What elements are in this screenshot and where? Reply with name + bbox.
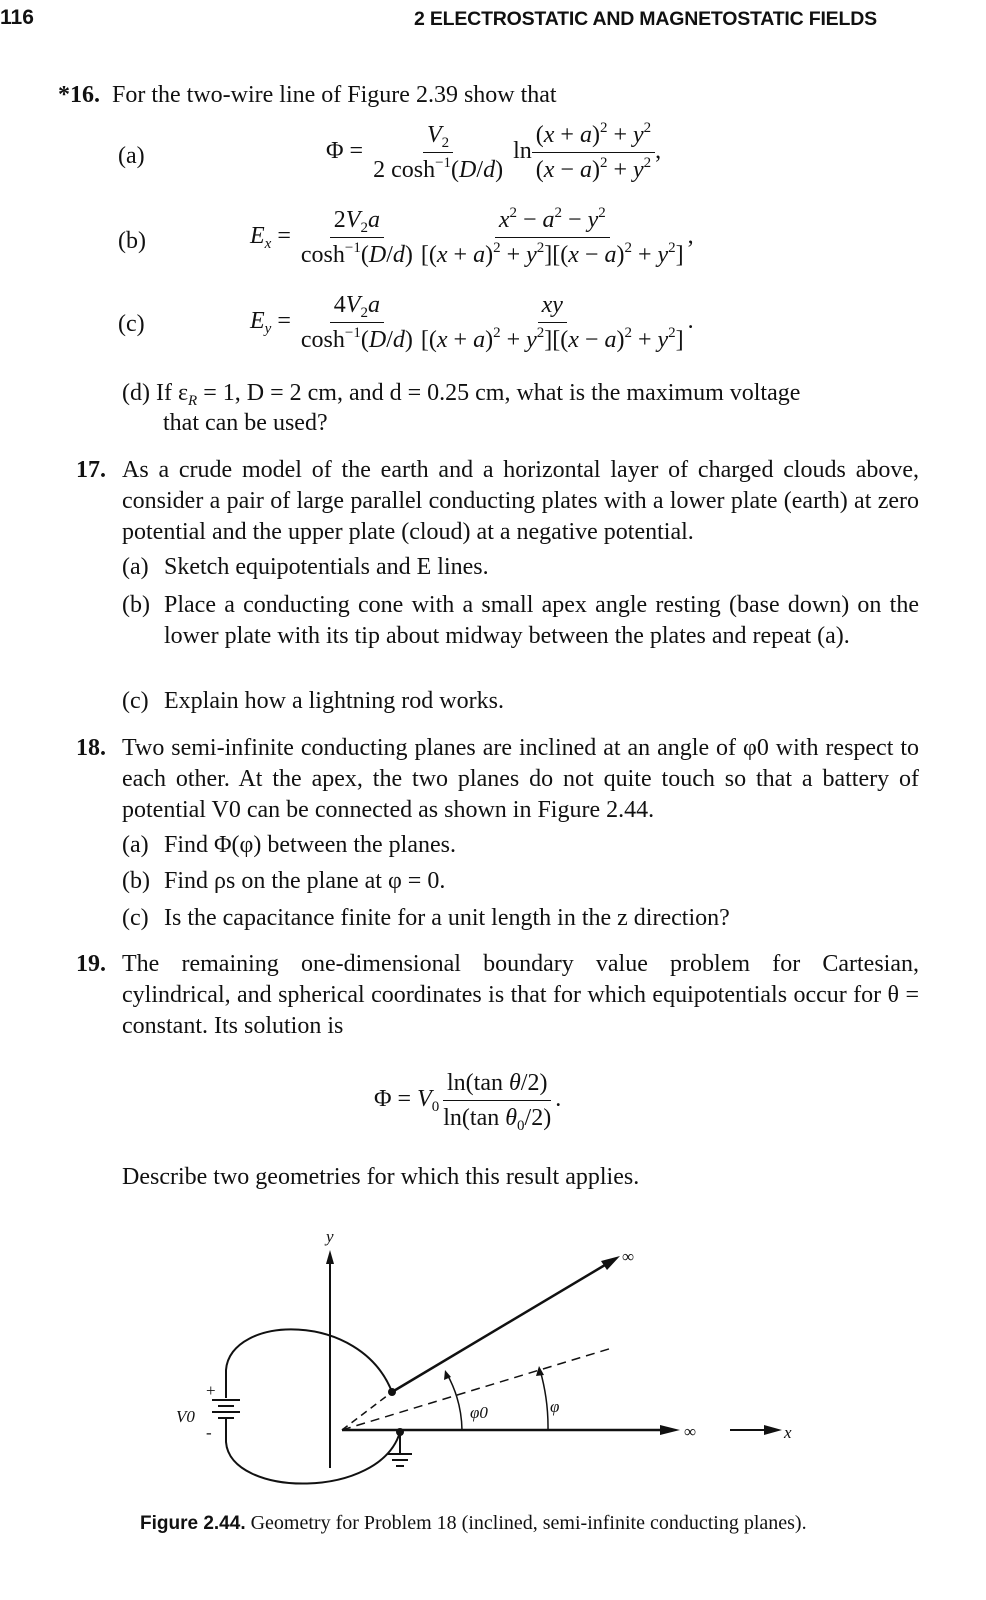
part-label: (c) [118, 311, 145, 337]
part-label: (c) [122, 688, 149, 714]
part-label: (b) [122, 592, 150, 618]
phi-label: φ [550, 1397, 560, 1416]
part-label: (b) [118, 228, 146, 254]
upper-contact-dot [388, 1388, 396, 1396]
phi0-arc [447, 1374, 462, 1430]
wire-bottom [226, 1418, 400, 1484]
equation-16c: $E_y$ = $\frac{4V_2a}{\cosh^{-1}(D/d)}$ $\frac{xy}{[(x + a)^2 + y^2][(x - a)^2 + y^2]}$ . [250, 292, 694, 353]
wire-top [226, 1329, 392, 1398]
part-text: that can be used? [163, 410, 328, 436]
y-axis-arrow-icon [326, 1250, 334, 1264]
equation-16b: $E_x$ = $\frac{2V_2a}{\cosh^{-1}(D/d)}$ $\frac{x^2 - a^2 - y^2}{[(x + a)^2 + y^2][(x - a)^2 + y^2]}$ , [250, 205, 694, 268]
x-axis-arrow-icon [764, 1425, 782, 1435]
phi0-label: φ0 [470, 1403, 488, 1422]
lower-contact-dot [396, 1428, 404, 1436]
equation-19: $\Phi = V_0$ $\frac{\text{ln(tan θ/2)}}{\ln(\tan \theta_0/2)}$ . [374, 1070, 562, 1134]
part-label: (c) [122, 905, 149, 931]
equation-16a: Φ = $\frac{V_2}{2 \cosh^{-1}(D/d)}$ ln $\frac{(x + a)^2 + y^2}{(x - a)^2 + y^2}$ , [326, 120, 662, 183]
caption-text: Geometry for Problem 18 (inclined, semi-infinite conducting planes). [250, 1512, 807, 1534]
problem-18-text: Two semi-infinite conducting planes are inclined at an angle of φ0 with respect to each other. At the apex, the two planes do not quite touch so that a battery of potential V0 can be connected as shown in Figure 2.44. [122, 735, 919, 823]
upper-plane [392, 1262, 610, 1392]
running-header: 2 ELECTROSTATIC AND MAGNETOSTATIC FIELDS [414, 8, 877, 30]
phi-arc [540, 1370, 548, 1430]
infinity-label-right: ∞ [684, 1422, 697, 1441]
figure-2-44 [0, 1220, 986, 1510]
part-text: Place a conducting cone with a small apex angle resting (base down) on the lower plate with its tip about midway between the plates and repeat (a). [164, 592, 919, 649]
problem-16-stem [58, 80, 557, 111]
part-label: (d) [122, 380, 150, 406]
apex-dashed-line [342, 1392, 392, 1430]
figure-caption [140, 1512, 807, 1535]
part-text: If $\varepsilon_R = 1$, D = 2 cm, and d = 0.25 cm, what is the maximum voltage [155, 380, 801, 409]
problem-19-text: The remaining one-dimensional boundary value problem for Cartesian, cylindrical, and spherical coordinates is that for which equipotentials occur for θ = constant. Its solution is [122, 951, 919, 1039]
part-label: (a) [122, 832, 149, 858]
problem-19-followup: Describe two geometries for which this result applies. [122, 1164, 640, 1190]
battery-plus-label: + [206, 1381, 216, 1400]
part-16d [122, 378, 800, 409]
problem-17-text: As a crude model of the earth and a horizontal layer of charged clouds above, consider a pair of large parallel conducting plates with a lower plate (earth) at zero potential and the upper plate (cloud) at a negative potential. [122, 457, 919, 545]
page-number: 116 [0, 6, 34, 29]
problem-number: *16. [58, 82, 100, 108]
infinity-label-top: ∞ [622, 1247, 635, 1266]
part-text: Sketch equipotentials and E lines. [164, 554, 489, 580]
battery-minus-label: - [206, 1423, 212, 1442]
x-axis-label: x [784, 1423, 792, 1442]
part-label: (a) [118, 143, 145, 169]
part-text: Explain how a lightning rod works. [164, 688, 504, 714]
part-label: (b) [122, 868, 150, 894]
lower-plane-arrow-icon [660, 1425, 680, 1435]
part-text: Find ρs on the plane at φ = 0. [164, 868, 446, 894]
problem-text: For the two-wire line of Figure 2.39 show that [112, 82, 557, 108]
problem-number: 18. [76, 735, 106, 761]
problem-number: 19. [76, 951, 106, 977]
y-axis-label: y [326, 1227, 334, 1246]
part-label: (a) [122, 554, 149, 580]
part-text: Is the capacitance finite for a unit length in the z direction? [164, 905, 730, 931]
upper-plane-arrow-icon [601, 1256, 620, 1270]
caption-label: Figure 2.44. [140, 1513, 246, 1534]
part-text: Find Φ(φ) between the planes. [164, 832, 456, 858]
problem-number: 17. [76, 457, 106, 483]
v0-label: V0 [176, 1407, 195, 1426]
